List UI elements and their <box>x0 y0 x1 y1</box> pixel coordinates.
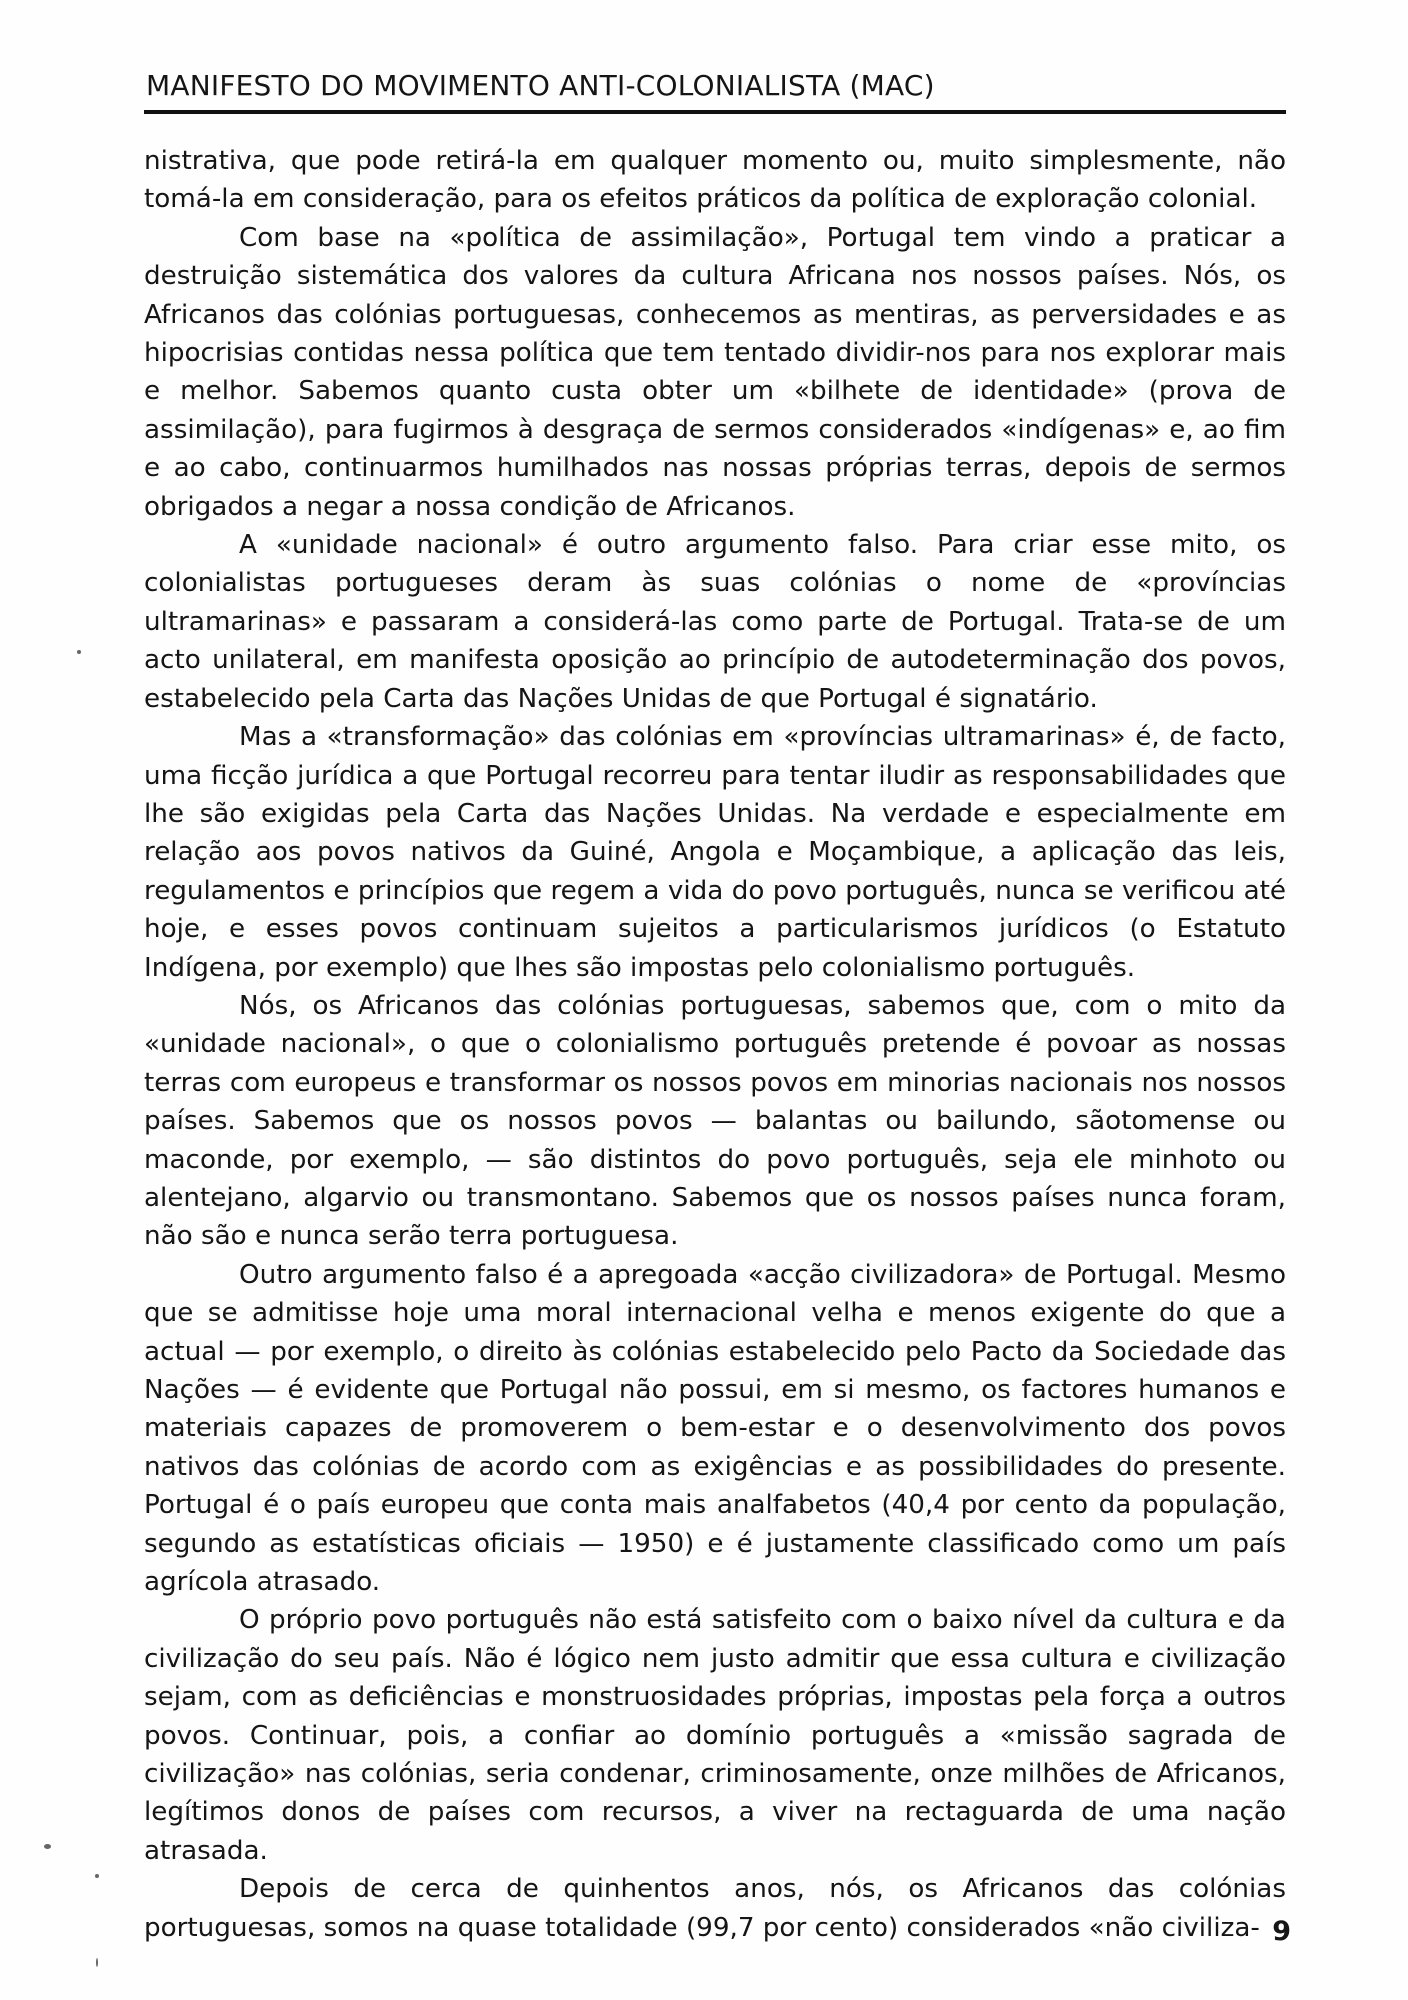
paragraph-7: O próprio povo português não está satisfeito com o baixo nível da cultura e da civilização do seu país. Não é lógico nem justo admitir que essa cultura e civilização sejam, com as deficiências e monstruosidades próprias, impostas pela força a outros povos. Continuar, pois, a confiar ao domínio português a «missão sagrada de civilização» nas colónias, seria condenar, criminosamente, onze milhões de Africanos, legítimos donos de países com recursos, a viver na rectaguarda de uma nação atrasada. <box>144 1605 1286 1866</box>
paragraph-4: Mas a «transformação» das colónias em «províncias ultramarinas» é, de facto, uma ficção jurídica a que Portugal recorreu para tentar iludir as responsabilidades que lhe são exigidas pela Carta das Nações Unidas. Na verdade e especialmente em relação aos povos nativos da Guiné, Angola e Moçambique, a aplicação das leis, regulamentos e princípios que regem a vida do povo português, nunca se verificou até hoje, e esses povos continuam sujeitos a particularismos jurídicos (o Estatuto Indígena, por exemplo) que lhes são impostas pelo colonialismo português. <box>144 722 1286 983</box>
scan-speck <box>96 1958 98 1967</box>
manifesto-body <box>144 142 1286 1947</box>
paragraph-8: Depois de cerca de quinhentos anos, nós, os Africanos das colónias portuguesas, somos na quase totalidade (99,7 por cento) considerados «não civiliza- <box>144 1874 1286 1943</box>
paragraph-2: Com base na «política de assimilação», Portugal tem vindo a praticar a destruição sistemática dos valores da cultura Africana nos nossos países. Nós, os Africanos das colónias portuguesas, conhecemos as mentiras, as perversidades e as hipocrisias contidas nessa política que tem tentado dividir-nos para nos explorar mais e melhor. Sabemos quanto custa obter um «bilhete de identidade» (prova de assimilação), para fugirmos à desgraça de sermos considerados «indígenas» e, ao fim e ao cabo, continuarmos humilhados nas nossas próprias terras, depois de sermos obrigados a negar a nossa condição de Africanos. <box>144 222 1286 522</box>
paragraph-3: A «unidade nacional» é outro argumento falso. Para criar esse mito, os colonialistas portugueses deram às suas colónias o nome de «províncias ultramarinas» e passaram a considerá-las como parte de Portugal. Trata-se de um acto unilateral, em manifesta oposição ao princípio de autodeterminação dos povos, estabelecido pela Carta das Nações Unidas de que Portugal é signatário. <box>144 530 1286 714</box>
header-rule <box>144 110 1286 114</box>
scan-speck <box>95 1874 99 1878</box>
scan-speck <box>44 1844 51 1849</box>
paragraph-6: Outro argumento falso é a apregoada «acção civilizadora» de Portugal. Mesmo que se admitisse hoje uma moral internacional velha e menos exigente do que a actual — por exemplo, o direito às colónias estabelecido pelo Pacto da Sociedade das Nações — é evidente que Portugal não possui, em si mesmo, os factores humanos e materiais capazes de promoverem o bem-estar e o desenvolvimento dos povos nativos das colónias de acordo com as exigências e as possibilidades do presente. Portugal é o país europeu que conta mais analfabetos (40,4 por cento da população, segundo as estatísticas oficiais — 1950) e é justamente classificado como um país agrícola atrasado. <box>144 1259 1286 1598</box>
page-number: 9 <box>1272 1916 1291 1947</box>
running-title: MANIFESTO DO MOVIMENTO ANTI-COLONIALISTA (MAC) <box>146 69 935 102</box>
paragraph-5: Nós, os Africanos das colónias portuguesas, sabemos que, com o mito da «unidade nacional», o que o colonialismo português pretende é povoar as nossas terras com europeus e transformar os nossos povos em minorias nacionais nos nossos países. Sabemos que os nossos povos — balantas ou bailundo, sãotomense ou maconde, por exemplo, — são distintos do povo português, seja ele minhoto ou alentejano, algarvio ou transmontano. Sabemos que os nossos países nunca foram, não são e nunca serão terra portuguesa. <box>144 990 1286 1252</box>
paragraph-1: nistrativa, que pode retirá-la em qualquer momento ou, muito simplesmente, não tomá-la em consideração, para os efeitos práticos da política de exploração colonial. <box>144 146 1286 215</box>
scan-speck <box>77 650 81 654</box>
